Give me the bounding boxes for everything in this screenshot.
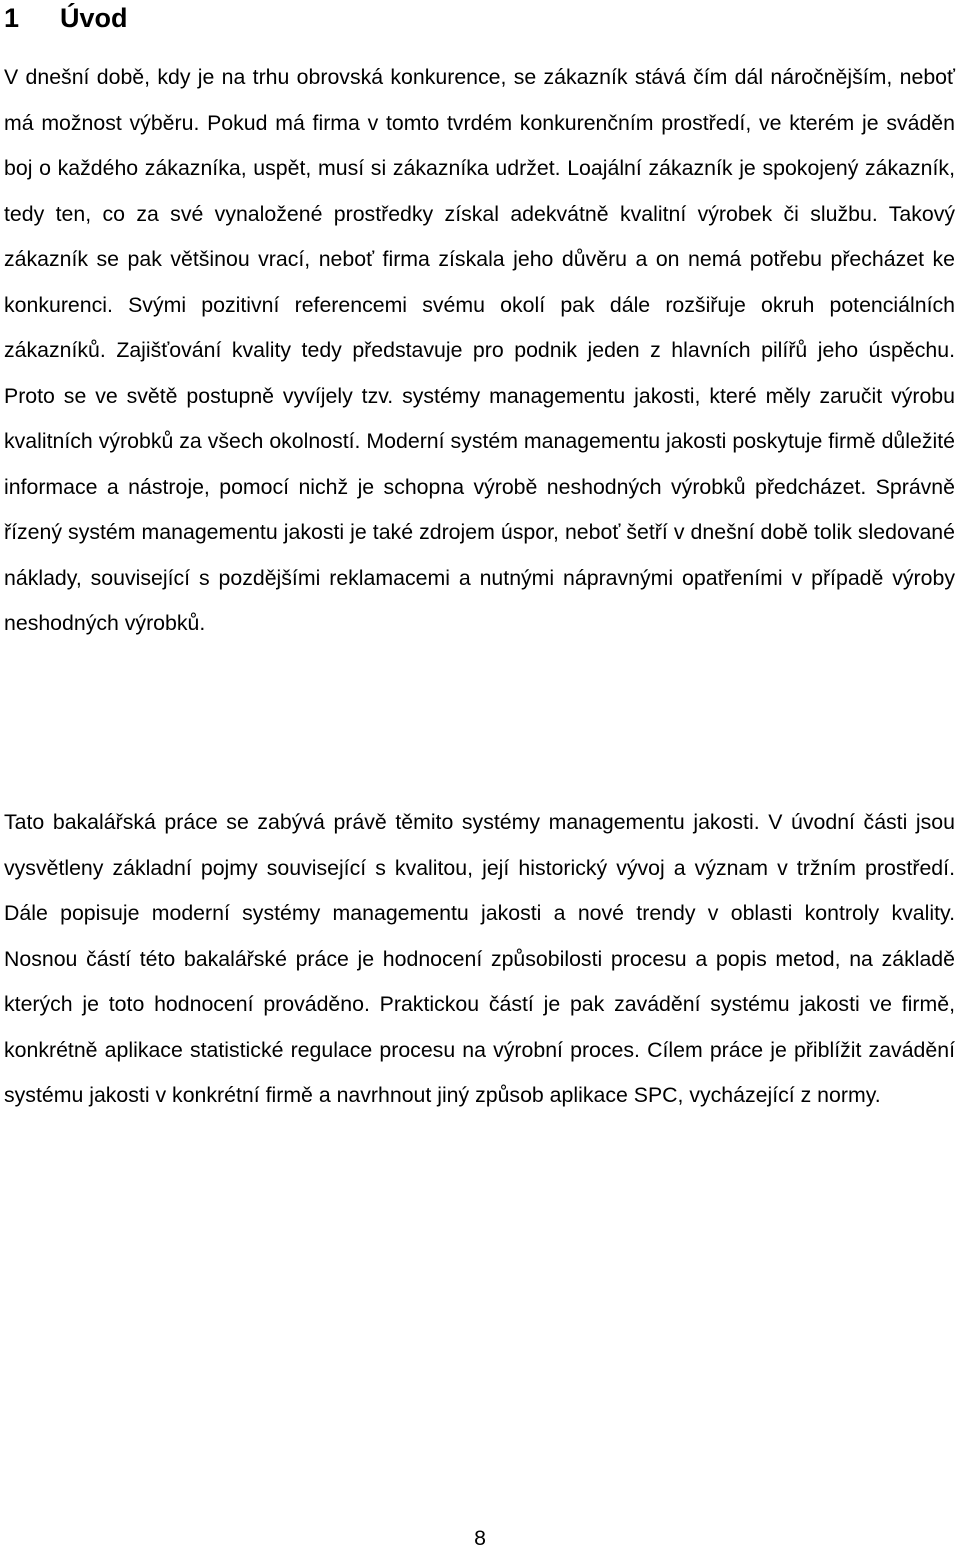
page-number: 8 bbox=[474, 1526, 486, 1550]
paragraph-thesis-scope: Tato bakalářská práce se zabývá právě těmito systémy managementu jakosti. V úvodní části jsou vysvětleny základní pojmy související s kvalitou, její historický vývoj a význam v tržním prostředí. Dále popisuje moderní systémy managementu jakosti a nové trendy v oblasti kontroly kvality. Nosnou částí této bakalářské práce je hodnocení způsobilosti procesu a popis metod, na základě kterých je toto hodnocení prováděno. Praktickou částí je pak zavádění systému jakosti ve firmě, konkrétně aplikace statistické regulace procesu na výrobní proces. Cílem práce je přiblížit zavádění systému jakosti v konkrétní firmě a navrhnout jiný způsob aplikace SPC, vycházející z normy. bbox=[4, 810, 955, 1107]
chapter-number: 1 bbox=[4, 3, 20, 33]
paragraph-intro: V dnešní době, kdy je na trhu obrovská konkurence, se zákazník stává čím dál náročnějším, neboť má možnost výběru. Pokud má firma v tomto tvrdém konkurenčním prostředí, ve kterém je sváděn boj o každého zákazníka, uspět, musí si zákazníka udržet. Loajální zákazník je spokojený zákazník, tedy ten, co za své vynaložené prostředky získal adekvátně kvalitní výrobek či službu. Takový zákazník se pak většinou vrací, neboť firma získala jeho důvěru a on nemá potřebu přecházet ke konkurenci. Svými pozitivní referencemi svému okolí pak dále rozšiřuje okruh potenciálních zákazníků. Zajišťování kvality tedy představuje pro podnik jeden z hlavních pilířů jeho úspěchu. Proto se ve světě postupně vyvíjely tzv. systémy managementu jakosti, které měly zaručit výrobu kvalitních výrobků za všech okolností. Moderní systém managementu jakosti poskytuje firmě důležité informace a nástroje, pomocí nichž je schopna výrobě neshodných výrobků předcházet. Správně řízený systém managementu jakosti je také zdrojem úspor, neboť šetří v dnešní době tolik sledované náklady, související s pozdějšími reklamacemi a nutnými nápravnými opatřeními v případě výroby neshodných výrobků. bbox=[4, 65, 955, 635]
chapter-heading bbox=[4, 0, 128, 36]
chapter-title: Úvod bbox=[60, 3, 128, 33]
